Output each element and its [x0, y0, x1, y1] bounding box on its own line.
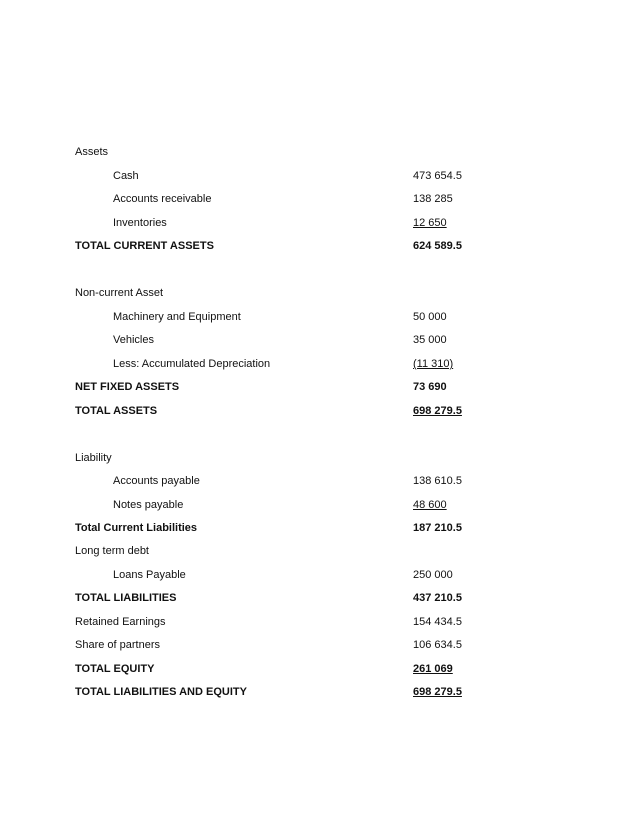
line-item-cash	[0, 168, 638, 184]
line-item-inventories	[0, 215, 638, 231]
line-item-value: 50 000	[413, 311, 447, 323]
assets-heading: Assets	[75, 146, 109, 158]
total-liabilities-value: 437 210.5	[413, 592, 462, 604]
line-item-value: 35 000	[413, 334, 447, 346]
total-equity-row	[0, 661, 638, 677]
non-current-heading-row	[0, 285, 638, 301]
line-item-value: 12 650	[413, 217, 447, 229]
long-term-debt-heading-row	[0, 543, 638, 559]
line-item-label: Vehicles	[113, 334, 154, 346]
line-item-label: Cash	[113, 170, 139, 182]
line-item-label: Less: Accumulated Depreciation	[113, 358, 271, 370]
long-term-debt-heading: Long term debt	[75, 545, 149, 557]
liability-heading: Liability	[75, 452, 112, 464]
line-item-vehicles	[0, 332, 638, 348]
total-assets-label: TOTAL ASSETS	[75, 405, 158, 417]
total-current-liabilities-row	[0, 520, 638, 536]
line-item-machinery	[0, 309, 638, 325]
total-assets-row	[0, 403, 638, 419]
total-equity-label: TOTAL EQUITY	[75, 663, 155, 675]
total-liabilities-and-equity-row	[0, 684, 638, 700]
total-current-assets-row	[0, 238, 638, 254]
liability-heading-row	[0, 450, 638, 466]
line-item-accounts-receivable	[0, 191, 638, 207]
line-item-accounts-payable	[0, 473, 638, 489]
total-liabilities-and-equity-label: TOTAL LIABILITIES AND EQUITY	[75, 686, 247, 698]
line-item-notes-payable	[0, 497, 638, 513]
retained-earnings-value: 154 434.5	[413, 616, 462, 628]
non-current-heading: Non-current Asset	[75, 287, 164, 299]
total-current-liabilities-label: Total Current Liabilities	[75, 522, 198, 534]
net-fixed-assets-value: 73 690	[413, 381, 447, 393]
assets-heading-row	[0, 144, 638, 160]
net-fixed-assets-label: NET FIXED ASSETS	[75, 381, 180, 393]
total-liabilities-row	[0, 590, 638, 606]
total-current-assets-label: TOTAL CURRENT ASSETS	[75, 240, 214, 252]
line-item-label: Accounts receivable	[113, 193, 212, 205]
total-current-liabilities-value: 187 210.5	[413, 522, 462, 534]
line-item-accumulated-depreciation	[0, 356, 638, 372]
line-item-value: (11 310)	[413, 358, 454, 370]
line-item-value: 138 285	[413, 193, 453, 205]
line-item-label: Notes payable	[113, 499, 184, 511]
total-current-assets-value: 624 589.5	[413, 240, 462, 252]
line-item-value: 48 600	[413, 499, 447, 511]
total-assets-value: 698 279.5	[413, 405, 462, 417]
line-item-label: Machinery and Equipment	[113, 311, 241, 323]
retained-earnings-label: Retained Earnings	[75, 616, 166, 628]
total-liabilities-and-equity-value: 698 279.5	[413, 686, 462, 698]
retained-earnings-row	[0, 614, 638, 630]
line-item-loans-payable	[0, 567, 638, 583]
line-item-label: Accounts payable	[113, 475, 200, 487]
share-of-partners-label: Share of partners	[75, 639, 160, 651]
total-liabilities-label: TOTAL LIABILITIES	[75, 592, 177, 604]
line-item-value: 138 610.5	[413, 475, 462, 487]
share-of-partners-value: 106 634.5	[413, 639, 462, 651]
net-fixed-assets-row	[0, 379, 638, 395]
line-item-label: Inventories	[113, 217, 167, 229]
line-item-value: 250 000	[413, 569, 453, 581]
line-item-value: 473 654.5	[413, 170, 462, 182]
share-of-partners-row	[0, 637, 638, 653]
line-item-label: Loans Payable	[113, 569, 186, 581]
total-equity-value: 261 069	[413, 663, 453, 675]
